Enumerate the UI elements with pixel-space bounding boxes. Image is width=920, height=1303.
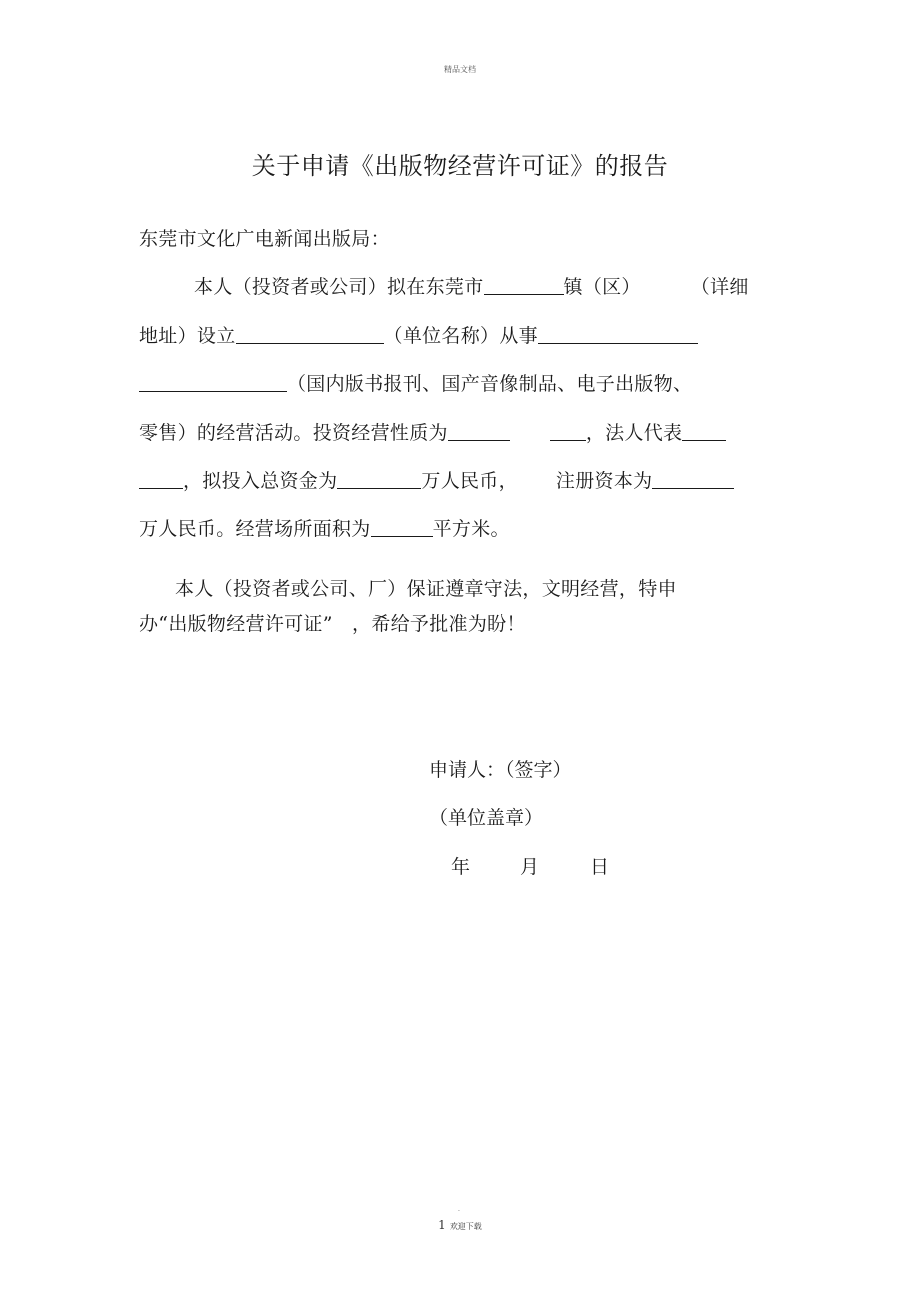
para1-line6-text-b: 平方米。 [432, 518, 510, 540]
nature-blank-b [550, 439, 586, 441]
page-footer [0, 1218, 920, 1232]
page-number: 1 [438, 1218, 446, 1232]
area-blank [371, 535, 433, 537]
para1-line4 [139, 418, 726, 445]
para1-line5-text-c: 注册资本为 [555, 470, 653, 492]
para1-line5-text-b: 万人民币， [421, 470, 518, 492]
para1-line1-text-c: （详细 [690, 276, 749, 298]
para2-line2: 办“出版物经营许可证” ，希给予批准为盼！ [139, 613, 526, 635]
business-blank-cont [139, 390, 287, 392]
para1-line4-text-a: 零售）的经营活动。投资经营性质为 [139, 422, 448, 444]
applicant-signature-label: 申请人：（签字） [429, 759, 572, 781]
para1-line4-text-b: ，法人代表 [585, 422, 683, 444]
header-note: 精品文档 [444, 65, 476, 74]
date-month-label: 月 [520, 856, 540, 878]
salutation: 东莞市文化广电新闻出版局： [139, 228, 390, 250]
town-blank [484, 293, 564, 295]
business-blank [538, 342, 698, 344]
footer-dot: . [458, 1206, 460, 1213]
total-funds-blank [337, 487, 421, 489]
document-title: 关于申请《出版物经营许可证》的报告 [251, 152, 669, 180]
legal-rep-blank-cont [139, 487, 183, 489]
nature-blank-a [448, 439, 510, 441]
para1-line2 [139, 321, 698, 348]
date-day-label: 日 [590, 856, 610, 878]
para1-line1-text-a: 本人（投资者或公司）拟在东莞市 [194, 276, 484, 298]
para1-line5 [139, 466, 734, 493]
para1-line3-text-a: （国内版书报刊、国产音像制品、电子出版物、 [287, 373, 693, 395]
para1-line1 [194, 272, 749, 299]
para1-line2-text-b: （单位名称）从事 [383, 325, 538, 347]
footer-text: 欢迎下载 [449, 1222, 482, 1231]
para1-line3 [139, 369, 692, 396]
address-blank [236, 342, 384, 344]
para1-line2-text-a: 地址）设立 [139, 325, 236, 347]
para1-line6 [139, 514, 510, 541]
para1-line1-text-b: 镇（区） [563, 276, 641, 298]
para1-line6-text-a: 万人民币。经营场所面积为 [139, 518, 371, 540]
date-year-label: 年 [451, 856, 471, 878]
para1-line5-text-a: ，拟投入总资金为 [183, 470, 338, 492]
seal-label: （单位盖章） [429, 807, 544, 829]
registered-capital-blank [652, 487, 734, 489]
para2-line1: 本人（投资者或公司、厂）保证遵章守法，文明经营，特申 [175, 578, 677, 600]
legal-rep-blank [682, 439, 726, 441]
